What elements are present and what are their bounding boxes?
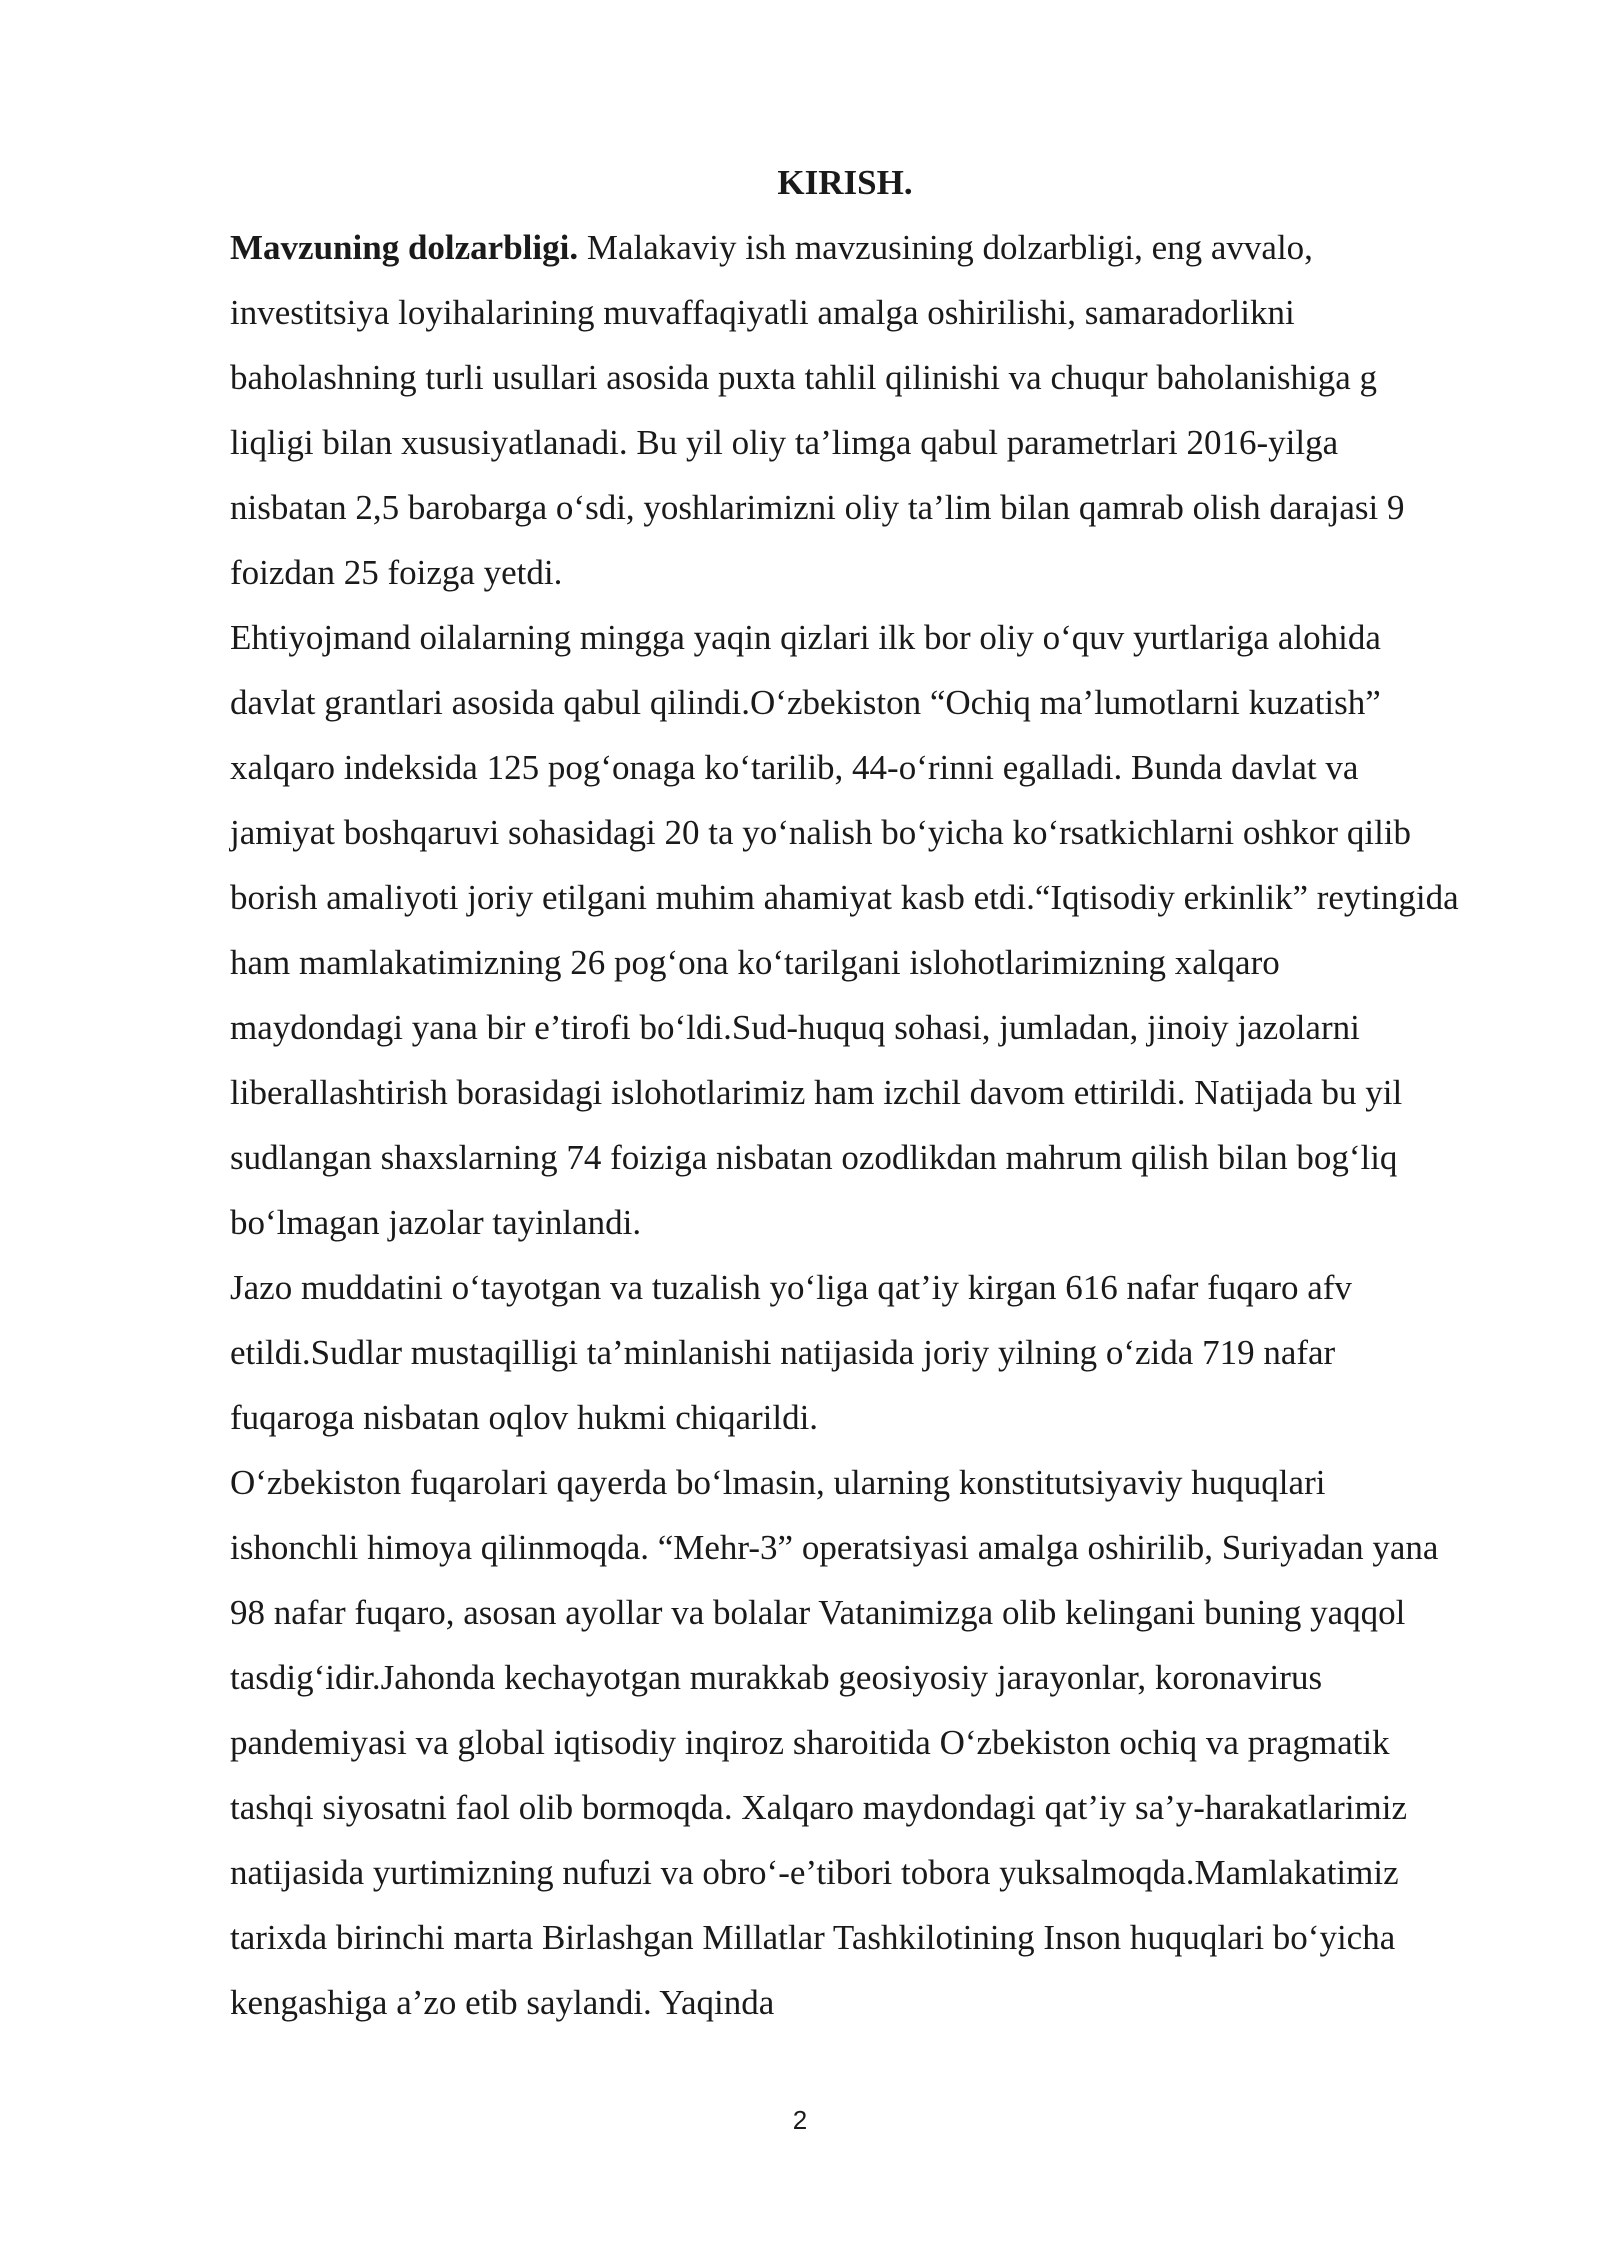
document-body: [230, 150, 1460, 2035]
body-paragraph: Jazo muddatini o‘tayotgan va tuzalish yo‘liga qat’iy kirgan 616 nafar fuqaro afv etildi.Sudlar mustaqilligi ta’minlanishi natijasida joriy yilning o‘zida 719 nafar fuqaroga nisbatan oqlov hukmi chiqarildi.: [230, 1268, 1352, 1437]
intro-lead: Mavzuning dolzarbligi.: [230, 228, 579, 267]
page-number: 2: [792, 2105, 808, 2135]
section-title: KIRISH.: [777, 163, 913, 202]
intro-text: Malakaviy ish mavzusining dolzarbligi, eng avvalo, investitsiya loyihalarining muvaffaqiyatli amalga oshirilishi, samaradorlikni baholashning turli usullari asosida puxta tahlil qilinishi va chuqur baholanishiga g liqligi bilan xususiyatlanadi. Bu yil oliy ta’limga qabul parametrlari 2016-yilga nisbatan 2,5 barobarga o‘sdi, yoshlarimizni oliy ta’lim bilan qamrab olish darajasi 9 foizdan 25 foizga yetdi.: [230, 228, 1405, 592]
body-paragraph: Ehtiyojmand oilalarning mingga yaqin qizlari ilk bor oliy o‘quv yurtlariga alohida davlat grantlari asosida qabul qilindi.O‘zbekiston “Ochiq ma’lumotlarni kuzatish” xalqaro indeksida 125 pog‘onaga ko‘tarilib, 44-o‘rinni egalladi. Bunda davlat va jamiyat boshqaruvi sohasidagi 20 ta yo‘nalish bo‘yicha ko‘rsatkichlarni oshkor qilib borish amaliyoti joriy etilgani muhim ahamiyat kasb etdi.“Iqtisodiy erkinlik” reytingida ham mamlakatimizning 26 pog‘ona ko‘tarilgani islohotlarimizning xalqaro maydondagi yana bir e’tirofi bo‘ldi.Sud-huquq sohasi, jumladan, jinoiy jazolarni liberallashtirish borasidagi islohotlarimiz ham izchil davom ettirildi. Natijada bu yil sudlangan shaxslarning 74 foiziga nisbatan ozodlikdan mahrum qilish bilan bog‘liq bo‘lmagan jazolar tayinlandi.: [230, 618, 1459, 1242]
body-paragraph: O‘zbekiston fuqarolari qayerda bo‘lmasin, ularning konstitutsiyaviy huquqlari ishonchli himoya qilinmoqda. “Mehr-3” operatsiyasi amalga oshirilib, Suriyadan yana 98 nafar fuqaro, asosan ayollar va bolalar Vatanimizga olib kelingani buning yaqqol tasdig‘idir.Jahonda kechayotgan murakkab geosiyosiy jarayonlar, koronavirus pandemiyasi va global iqtisodiy inqiroz sharoitida O‘zbekiston ochiq va pragmatik tashqi siyosatni faol olib bormoqda. Xalqaro maydondagi qat’iy sa’y-harakatlarimiz natijasida yurtimizning nufuzi va obro‘-e’tibori tobora yuksalmoqda.Mamlakatimiz tarixda birinchi marta Birlashgan Millatlar Tashkilotining Inson huquqlari bo‘yicha kengashiga a’zo etib saylandi. Yaqinda: [230, 1463, 1439, 2022]
intro-paragraph: [230, 215, 1460, 605]
